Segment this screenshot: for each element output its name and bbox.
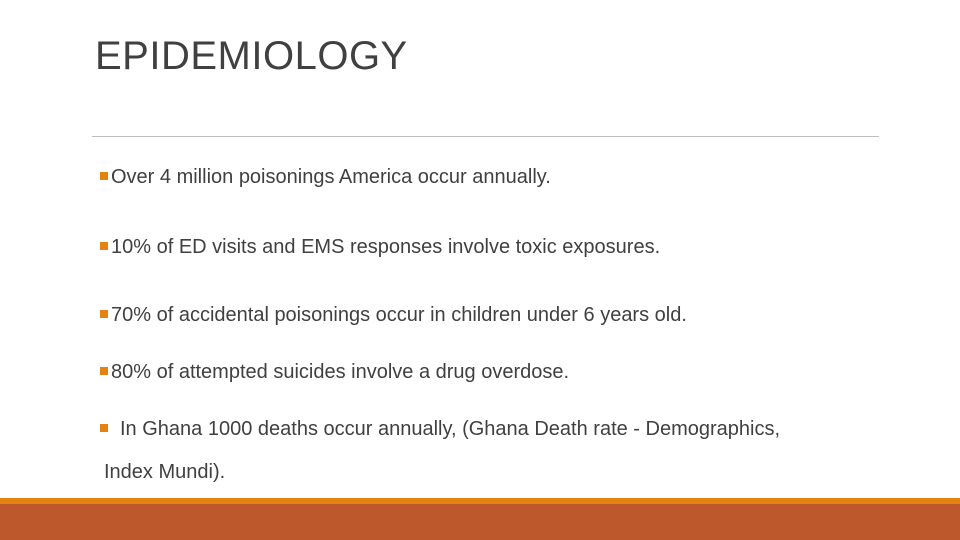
square-bullet-icon [100,172,108,180]
bullet-item [100,408,780,494]
bullet-item [100,298,687,332]
bullet-text-continuation: Index Mundi). [104,461,226,483]
bullet-text: 70% of accidental poisonings occur in children under 6 years old. [111,304,687,326]
bullet-item [100,355,569,389]
bullet-text: Over 4 million poisonings America occur annually. [111,166,551,188]
square-bullet-icon [100,424,108,432]
square-bullet-icon [100,367,108,375]
square-bullet-icon [100,310,108,318]
bullet-item [100,160,551,194]
bullet-item [100,230,660,264]
bullet-text: 80% of attempted suicides involve a drug overdose. [111,361,570,383]
square-bullet-icon [100,242,108,250]
bullet-text: 10% of ED visits and EMS responses involve toxic exposures. [111,236,661,258]
slide-title: EPIDEMIOLOGY [95,34,408,78]
footer-band [0,504,960,540]
title-divider [92,136,879,137]
bullet-text: In Ghana 1000 deaths occur annually, (Ghana Death rate - Demographics, [120,418,781,440]
